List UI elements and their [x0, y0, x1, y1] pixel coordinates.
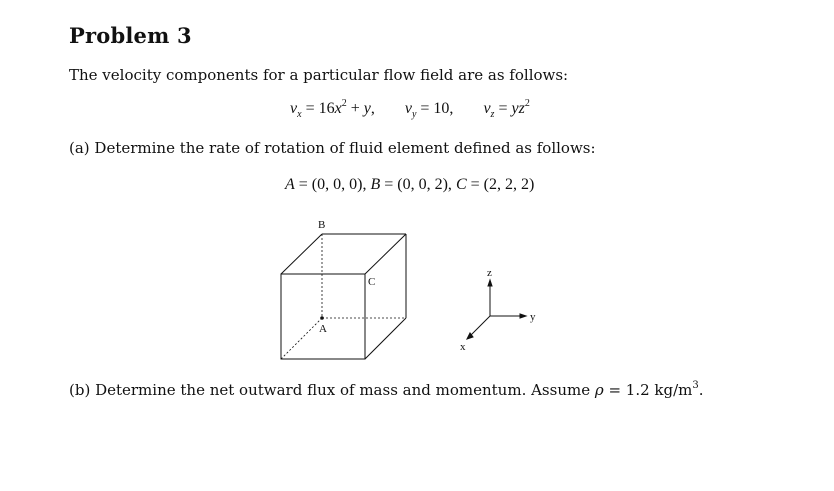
- vy-symbol: v: [404, 100, 412, 117]
- edge-bottom-right: [365, 318, 406, 359]
- vx-equation: [290, 98, 375, 120]
- vz-rhs-a: =: [494, 100, 512, 117]
- vx-rhs-x: x: [334, 100, 342, 117]
- vx-rhs-plus: +: [346, 100, 364, 117]
- point-a-name: A: [285, 176, 295, 193]
- vx-exponent: 2: [341, 98, 347, 109]
- edge-diag-dashed: [281, 318, 322, 359]
- vy-equation: [404, 100, 454, 120]
- x-axis-line: [470, 316, 490, 336]
- vy-rhs: = 10,: [416, 100, 454, 117]
- vx-subscript: x: [297, 109, 302, 120]
- cube-figure: [260, 210, 560, 370]
- edge-top-right: [365, 234, 406, 274]
- point-c-name: C: [455, 176, 467, 193]
- axis-y-label: y: [530, 311, 536, 323]
- part-a-text: (a) Determine the rate of rotation of fluid element defined as follows:: [69, 139, 596, 157]
- point-c-value: = (2, 2, 2): [466, 176, 535, 193]
- vz-rhs-yz: yz: [511, 100, 525, 117]
- y-axis-arrow-icon: [520, 314, 526, 318]
- cube-visible-edges: [281, 234, 406, 359]
- vx-separator: ,: [370, 100, 375, 117]
- label-b: B: [318, 219, 326, 231]
- vx-rhs-y: y: [363, 100, 371, 117]
- velocity-equations: [290, 100, 530, 118]
- intro-text: The velocity components for a particular flow field are as follows:: [69, 66, 569, 84]
- point-b-name: B: [370, 176, 381, 193]
- point-definitions: [285, 176, 534, 194]
- vz-subscript: z: [490, 109, 495, 120]
- vz-symbol: v: [483, 100, 491, 117]
- vy-subscript: y: [411, 109, 417, 120]
- vx-symbol: v: [290, 100, 298, 117]
- part-b-main: (b) Determine the net outward flux of mass and momentum. Assume: [69, 381, 595, 399]
- vz-equation: [483, 98, 530, 120]
- point-a-dot: [320, 316, 324, 320]
- label-c: C: [368, 276, 376, 288]
- part-b-period: .: [698, 381, 704, 399]
- part-b-text: [69, 381, 704, 399]
- axes-triad: [467, 280, 526, 339]
- edge-top-left: [281, 234, 322, 274]
- density-exponent: 3: [692, 380, 699, 391]
- rho-symbol: ρ: [594, 381, 604, 399]
- problem-title: Problem 3: [69, 23, 192, 48]
- point-b-value: = (0, 0, 2),: [380, 176, 452, 193]
- axis-z-label: z: [487, 267, 492, 279]
- point-a-value: = (0, 0, 0),: [294, 176, 367, 193]
- z-axis-arrow-icon: [488, 280, 492, 286]
- density-value: = 1.2 kg/m: [603, 381, 693, 399]
- vz-exponent: 2: [524, 98, 530, 109]
- vx-rhs-a: = 16: [301, 100, 335, 117]
- label-a: A: [319, 323, 327, 335]
- axis-x-label: x: [460, 341, 466, 353]
